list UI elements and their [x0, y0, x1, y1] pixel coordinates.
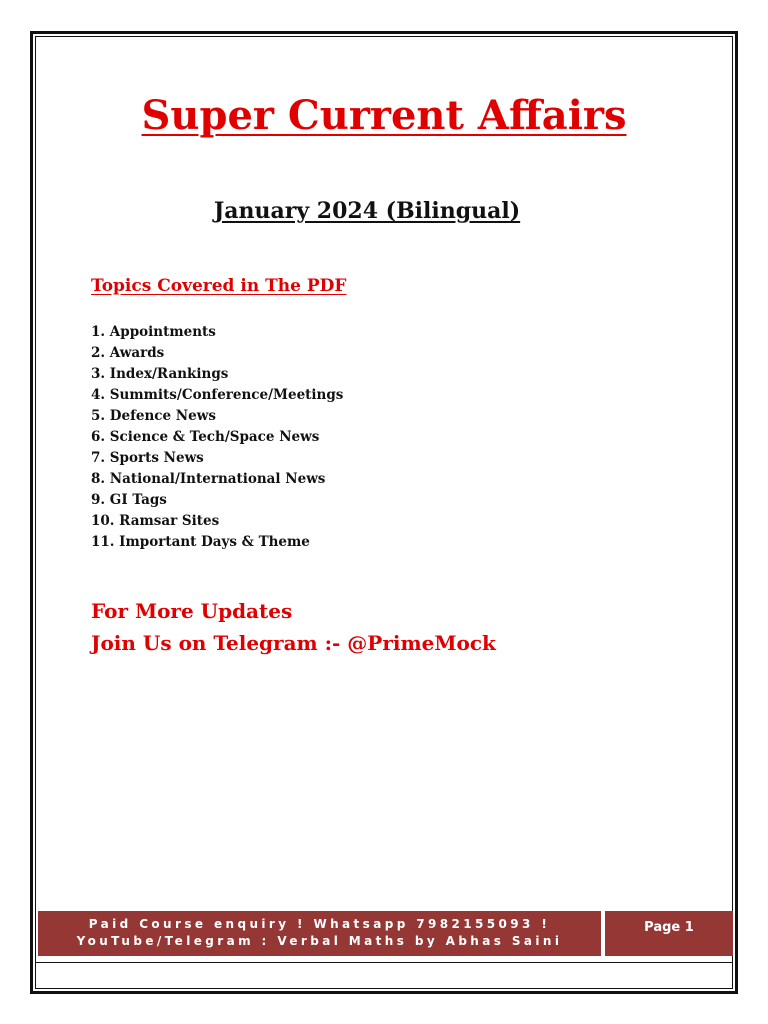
list-item: 2. Awards — [91, 345, 165, 361]
document-title: Super Current Affairs — [141, 92, 627, 139]
list-item: 9. GI Tags — [91, 492, 167, 508]
updates-line: For More Updates — [91, 599, 293, 623]
footer-divider — [35, 962, 733, 963]
page-footer — [38, 911, 733, 956]
footer-contact-line: Paid Course enquiry ! Whatsapp 7982155093 ! — [88, 917, 551, 931]
list-item: 3. Index/Rankings — [91, 366, 229, 382]
list-item: 6. Science & Tech/Space News — [91, 429, 320, 445]
footer-contact — [38, 911, 601, 956]
topics-heading: Topics Covered in The PDF — [91, 276, 347, 296]
document-subtitle: January 2024 (Bilingual) — [213, 198, 521, 224]
page-number: Page 1 — [605, 911, 733, 956]
list-item: 8. National/International News — [91, 471, 326, 487]
list-item: 5. Defence News — [91, 408, 216, 424]
list-item: 11. Important Days & Theme — [91, 534, 310, 550]
footer-channel-line: YouTube/Telegram : Verbal Maths by Abhas Saini — [76, 934, 563, 948]
list-item: 1. Appointments — [91, 324, 216, 340]
list-item: 4. Summits/Conference/Meetings — [91, 387, 344, 403]
list-item: 7. Sports News — [91, 450, 204, 466]
telegram-line: Join Us on Telegram :- @PrimeMock — [91, 631, 496, 655]
updates-block — [91, 595, 496, 659]
list-item: 10. Ramsar Sites — [91, 513, 220, 529]
topic-list — [91, 322, 343, 553]
